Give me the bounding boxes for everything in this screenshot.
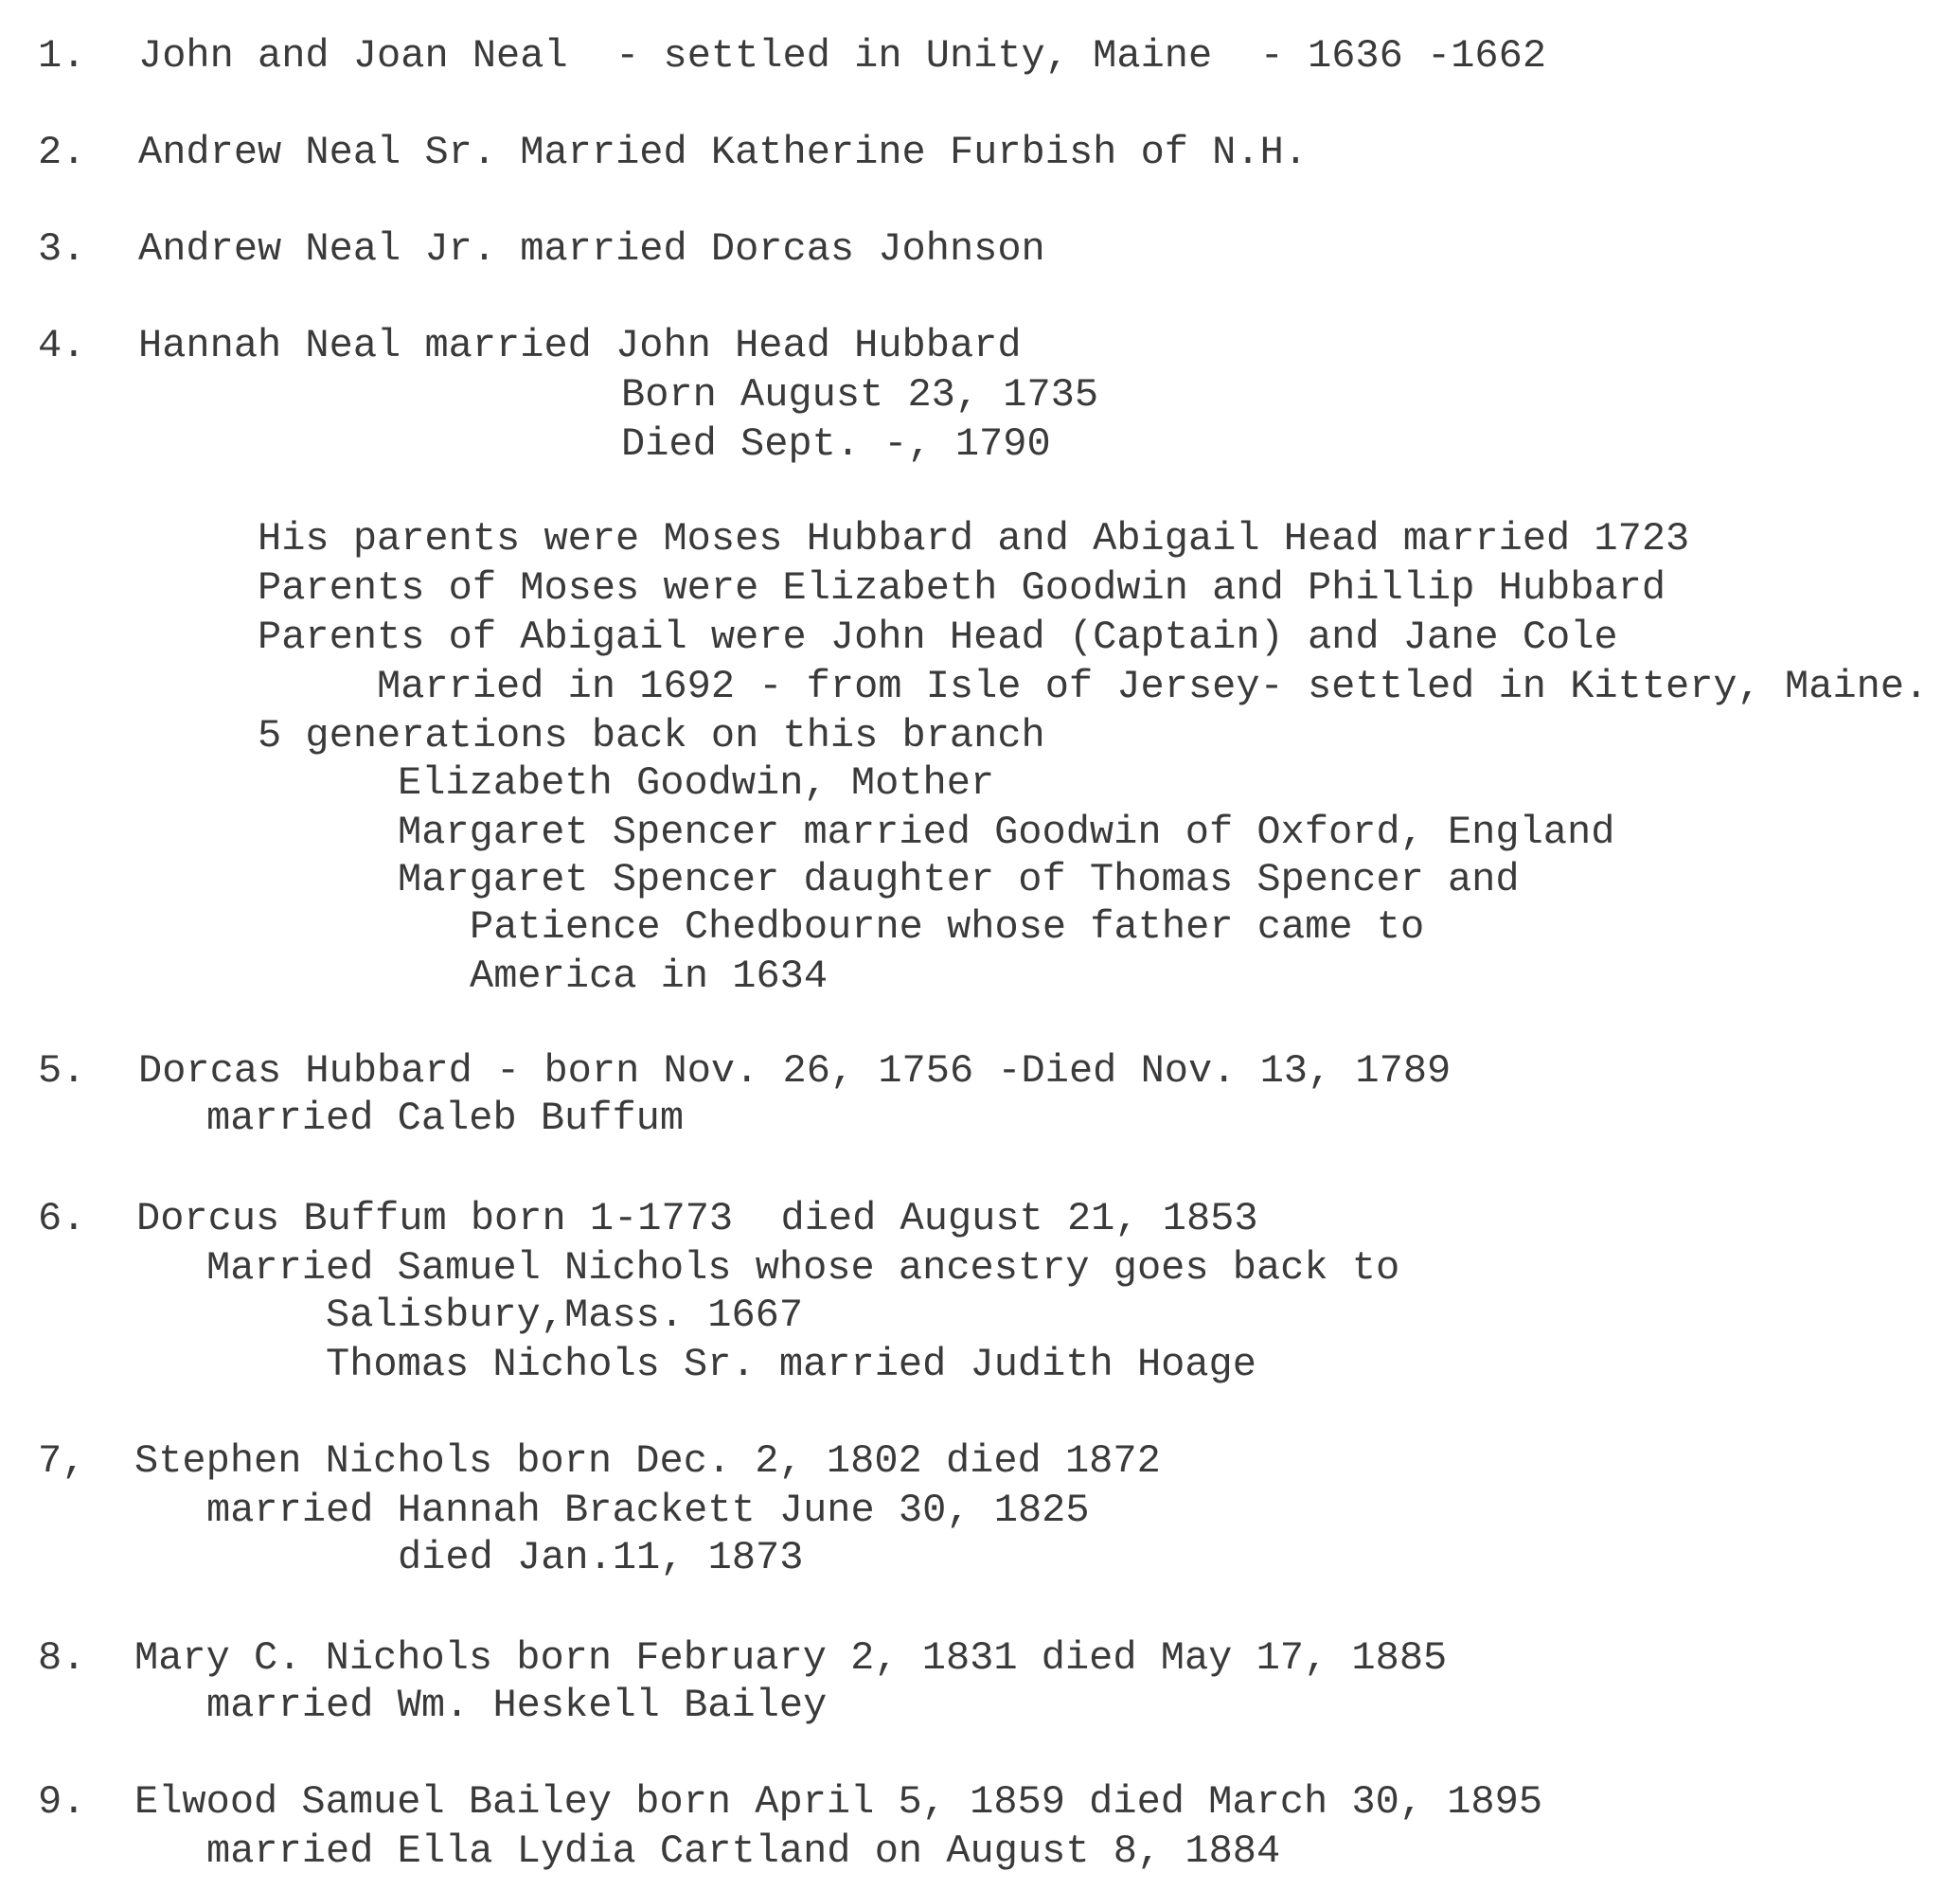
entry-line: Thomas Nichols Sr. married Judith Hoage bbox=[326, 1342, 1256, 1387]
entry-line: Stephen Nichols born Dec. 2, 1802 died 1872 bbox=[134, 1438, 1161, 1484]
entry-line: Mary C. Nichols born February 2, 1831 died May 17, 1885 bbox=[134, 1635, 1448, 1681]
entry-line: Andrew Neal Sr. Married Katherine Furbish of N.H. bbox=[138, 130, 1309, 175]
entry-number: 4. bbox=[38, 323, 86, 368]
entry-number: 9. bbox=[38, 1779, 86, 1825]
entry-line: Patience Chedbourne whose father came to bbox=[470, 904, 1425, 950]
entry-line: married Hannah Brackett June 30, 1825 bbox=[206, 1488, 1090, 1533]
entry-number: 7, bbox=[38, 1438, 86, 1484]
entry-line: Margaret Spencer daughter of Thomas Spencer and bbox=[398, 857, 1520, 902]
entry-number: 8. bbox=[38, 1635, 86, 1681]
entry-number: 3. bbox=[38, 226, 86, 272]
entry-line: Married in 1692 - from Isle of Jersey- settled in Kittery, Maine. bbox=[377, 664, 1929, 709]
entry-line: America in 1634 bbox=[470, 954, 829, 999]
entry-line: married Wm. Heskell Bailey bbox=[206, 1683, 828, 1728]
entry-line: died Jan.11, 1873 bbox=[398, 1535, 804, 1580]
entry-number: 5. bbox=[38, 1048, 86, 1094]
entry-line: Dorcas Hubbard - born Nov. 26, 1756 -Died Nov. 13, 1789 bbox=[138, 1048, 1452, 1094]
entry-line: His parents were Moses Hubbard and Abigail Head married 1723 bbox=[258, 516, 1690, 562]
entry-line: married Caleb Buffum bbox=[206, 1096, 685, 1141]
entry-line: Died Sept. -, 1790 bbox=[621, 421, 1051, 467]
entry-number: 1. bbox=[38, 33, 86, 79]
entry-line: Elizabeth Goodwin, Mother bbox=[398, 760, 995, 806]
entry-line: Born August 23, 1735 bbox=[621, 372, 1099, 418]
entry-line: Parents of Abigail were John Head (Captain) and Jane Cole bbox=[258, 615, 1618, 660]
entry-line: Andrew Neal Jr. married Dorcas Johnson bbox=[138, 226, 1045, 272]
entry-number: 6. bbox=[38, 1196, 86, 1241]
entry-line: Elwood Samuel Bailey born April 5, 1859 died March 30, 1895 bbox=[134, 1779, 1543, 1825]
entry-line: Married Samuel Nichols whose ancestry goes back to bbox=[206, 1245, 1400, 1291]
entry-line: Hannah Neal married John Head Hubbard bbox=[138, 323, 1022, 368]
entry-line: Margaret Spencer married Goodwin of Oxford, England bbox=[398, 810, 1615, 855]
entry-line: married Ella Lydia Cartland on August 8, 1884 bbox=[206, 1828, 1281, 1874]
entry-number: 2. bbox=[38, 130, 86, 175]
entry-line: Dorcus Buffum born 1-1773 died August 21, 1853 bbox=[136, 1196, 1258, 1241]
entry-line: 5 generations back on this branch bbox=[258, 713, 1045, 758]
entry-line: Parents of Moses were Elizabeth Goodwin and Phillip Hubbard bbox=[258, 565, 1666, 611]
entry-line: Salisbury,Mass. 1667 bbox=[326, 1293, 804, 1338]
entry-line: John and Joan Neal - settled in Unity, Maine - 1636 -1662 bbox=[138, 33, 1547, 79]
